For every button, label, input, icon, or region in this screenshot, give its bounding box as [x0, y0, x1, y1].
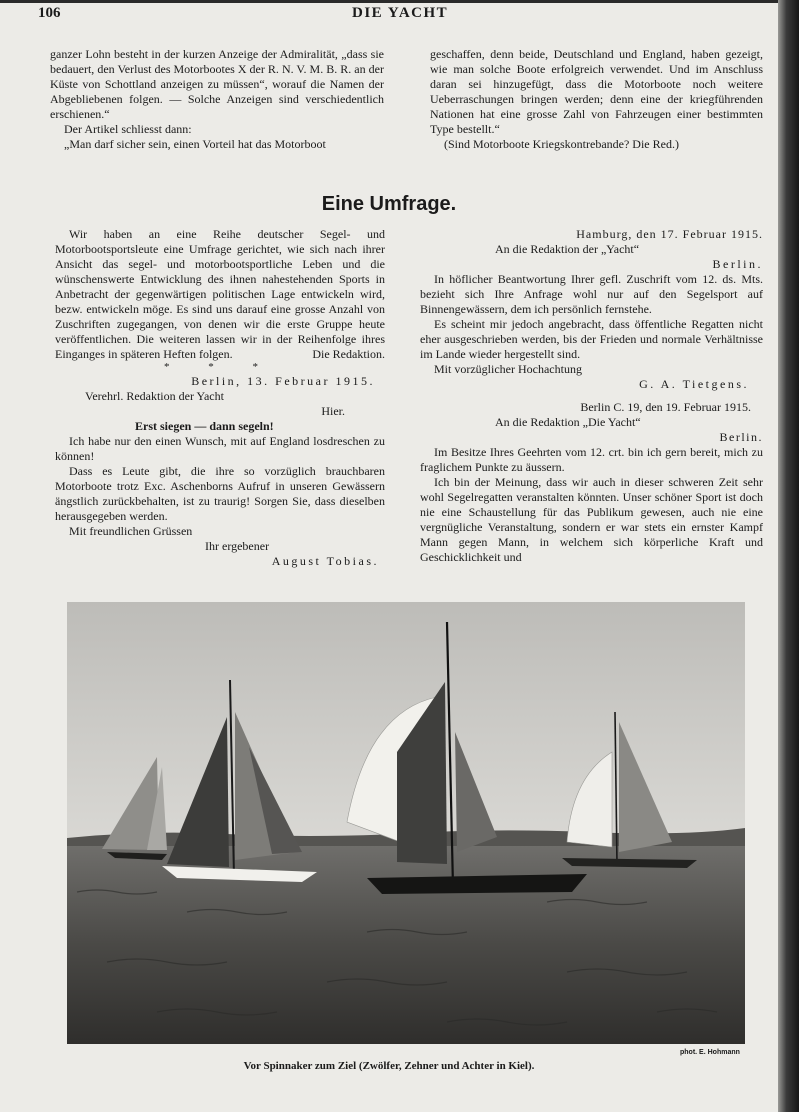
intro-paragraph: Wir haben an eine Reihe deutscher Segel- und Motorbootsportsleute eine Umfrage gerichtet, wie sich nach ihrer Ansicht das segel- und motorbootsportliche Leben und die wünschenswerte Entwicklung des ihnen nahestehenden Sports in Anbetracht der gegenwärtigen politischen Lage entwickeln wird, bezw. entwickeln möge. Es sind uns darauf eine grosse Anzahl von Zuschriften zugegangen, von denen wir die erste Gruppe heute veröffentlichen. Die weiteren lassen wir in der Reihenfolge ihres Einganges in späteren Heften folgen.	[55, 227, 385, 361]
paragraph: „Man darf sicher sein, einen Vorteil hat das Motorboot	[64, 137, 326, 151]
paragraph: ganzer Lohn besteht in der kurzen Anzeige der Admiralität, „dass sie bedauert, den Verlust des Motorbootes X der R. N. V. M. B. R. an der Küste von Schottland anzeigen zu müssen“, worauf die Namen der Abgebliebenen folgen. — Solche Anzeigen sind verschiedentlich erschienen.“	[50, 47, 384, 121]
letter3-paragraph: Im Besitze Ihres Geehrten vom 12. crt. bin ich gern bereit, mich zu fraglichem Punkte zu äussern.	[420, 445, 763, 474]
paragraph: geschaffen, denn beide, Deutschland und England, haben gezeigt, wie man solche Boote erfolgreich verwendet. Und im Anschluss daran sei hinzugefügt, dass die Motorboote noch weitere Ueberraschungen bringen werden; denn eine der kriegführenden Nationen hat eine grosse Zahl von Fahrzeugen einer bestimmten Type bestellt.“	[430, 47, 763, 136]
letter2-signature: G. A. Tietgens.	[639, 377, 749, 391]
letter2-paragraph: Es scheint mir jedoch angebracht, dass öffentliche Regatten nicht eher ausgeschrieben werden, bis der Frieden und normale Verhältnisse im Lande wieder hergestellt sind.	[420, 317, 763, 361]
letter1-paragraph: Ich habe nur den einen Wunsch, mit auf England losdreschen zu können!	[55, 434, 385, 463]
letter2-salutation: An die Redaktion der „Yacht“	[495, 242, 640, 256]
letter1-motto: Erst siegen — dann segeln!	[135, 419, 274, 433]
paragraph: Der Artikel schliesst dann:	[64, 122, 192, 136]
book-spine	[778, 0, 799, 1112]
letter2-place-date: Hamburg, den 17. Februar 1915.	[576, 227, 763, 241]
letter3-place-date: Berlin C. 19, den 19. Februar 1915.	[580, 400, 751, 414]
editor-note: (Sind Motorboote Kriegskontrebande? Die Red.)	[444, 137, 679, 151]
running-title: DIE YACHT	[352, 5, 449, 21]
page-number: 106	[38, 5, 61, 21]
letter3-address: Berlin.	[719, 430, 763, 444]
photo-credit: phot. E. Hohmann	[680, 1049, 740, 1056]
sailboats-illustration	[67, 602, 745, 1044]
letter3-salutation: An die Redaktion „Die Yacht“	[495, 415, 641, 429]
letter2-paragraph: In höflicher Beantwortung Ihrer gefl. Zuschrift vom 12. ds. Mts. bezieht sich Ihre Anfrage wohl nur auf den Segelsport auf Binnengewässern, dem ich persönlich fernstehe.	[420, 272, 763, 316]
article-right-column	[420, 227, 763, 565]
photo-caption: Vor Spinnaker zum Ziel (Zwölfer, Zehner und Achter in Kiel).	[243, 1060, 535, 1072]
letter3-paragraph: Ich bin der Meinung, dass wir auch in dieser schweren Zeit sehr wohl Segelregatten veranstalten könnten. Unser schöner Sport ist doch nie eine Schaustellung für das Publikum gewesen, auch nie eine vergnügliche Veranstaltung, sondern er war stets ein ernster Kampf Mann gegen Mann, in welchem sich körperliche Kraft und Geschicklichkeit und	[420, 475, 763, 564]
top-rule	[0, 0, 778, 3]
letter2-greeting: Mit vorzüglicher Hochachtung	[434, 362, 582, 376]
letter1-greeting: Mit freundlichen Grüssen	[69, 524, 193, 538]
letter1-salutation: Verehrl. Redaktion der Yacht	[85, 389, 224, 403]
article-left-column	[55, 227, 385, 569]
letter1-place-date: Berlin, 13. Februar 1915.	[191, 374, 375, 388]
top-right-column	[430, 47, 763, 152]
letter1-paragraph: Dass es Leute gibt, die ihre so vorzüglich brauchbaren Motorboote trotz Exc. Aschenborns Aufruf in unseren Gewässern ängstlich zurückbehalten, ist zu traurig! Sorgen Sie, dass dieselben herausgegeben werden.	[55, 464, 385, 523]
article-title: Eine Umfrage.	[321, 193, 457, 215]
letter1-closing: Ihr ergebener	[205, 539, 270, 553]
section-stars: * * *	[164, 361, 276, 373]
intro-signature: Die Redaktion.	[312, 347, 385, 361]
letter2-address: Berlin.	[712, 257, 763, 271]
letter1-address: Hier.	[321, 404, 345, 418]
top-left-column	[50, 47, 384, 152]
sailing-photograph	[67, 602, 745, 1044]
letter1-signature: August Tobias.	[271, 554, 379, 568]
